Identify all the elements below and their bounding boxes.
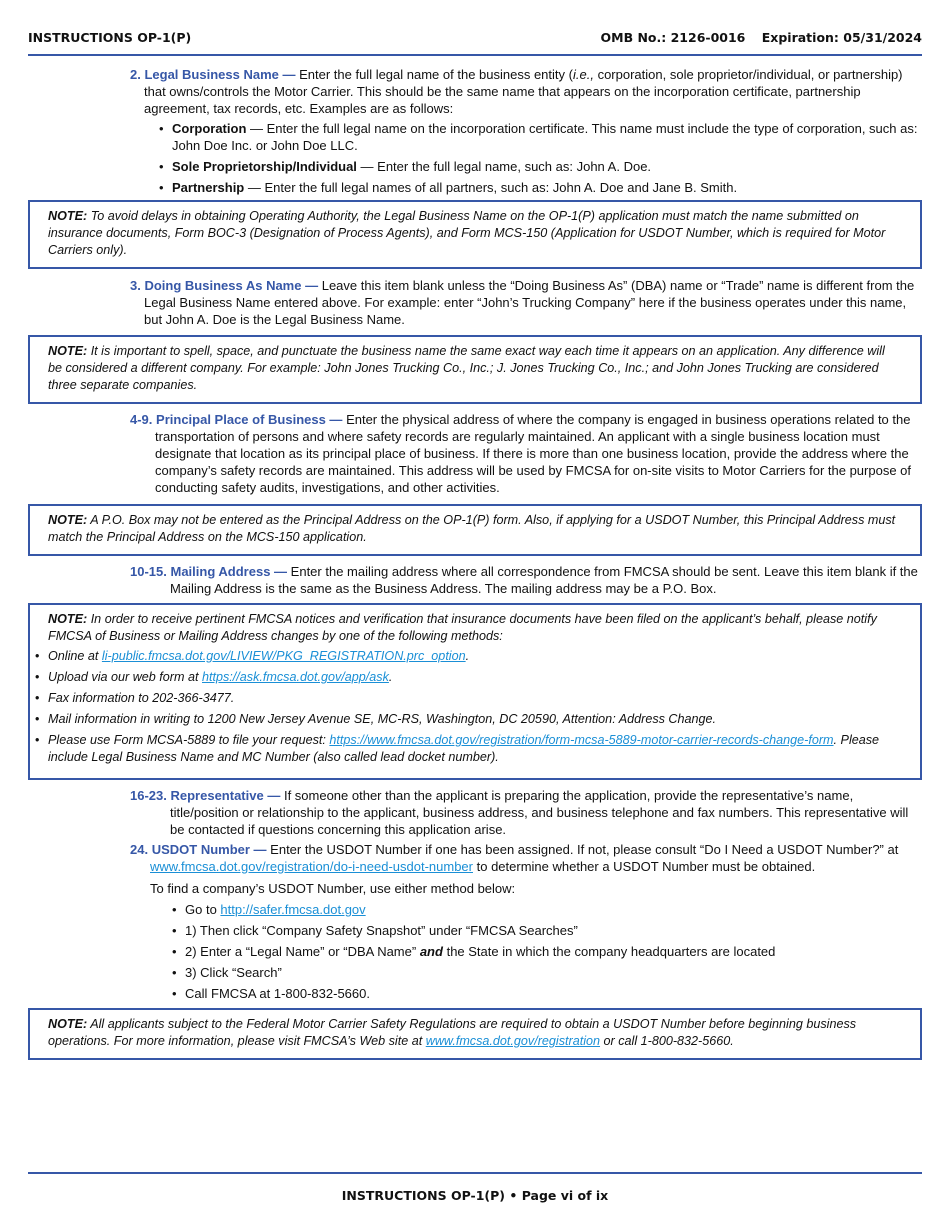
note-text-continued: or call 1-800-832-5660. bbox=[603, 1034, 734, 1048]
usdot-steps bbox=[185, 922, 922, 981]
item-text-continued: to determine whether a USDOT Number must be obtained. bbox=[476, 859, 816, 874]
ie-text: i.e., bbox=[572, 67, 594, 82]
step-item: • 3) Click “Search” bbox=[185, 964, 922, 981]
item-title: Principal Place of Business — bbox=[156, 412, 343, 427]
address-change-methods bbox=[48, 648, 902, 766]
safer-link[interactable]: http://safer.fmcsa.dot.gov bbox=[220, 902, 366, 917]
list-item: • Mail information in writing to 1200 New Jersey Avenue SE, MC-RS, Washington, DC 20590, Attention: Address Change. bbox=[48, 711, 902, 728]
legal-name-examples bbox=[172, 120, 922, 196]
item-number: 4-9. bbox=[130, 412, 153, 427]
item-usdot-number bbox=[130, 841, 922, 1002]
item-number: 3. bbox=[130, 278, 141, 293]
step-item: • 2) Enter a “Legal Name” or “DBA Name” and the State in which the company headquarters are located bbox=[185, 943, 922, 960]
item-legal-business-name bbox=[130, 66, 922, 196]
item-text: Enter the physical address of where the company is engaged in business operations related to the transportation of persons and where safety records are regularly maintained. An applicant with a single business location must designate that location as its principal place of business. If there is more than one business location, provide the address where the company’s safety records are maintained. This address will be used by FMCSA for on-site visits to Motor Carriers for the purpose of conducting safety audits, investigations, and other activities. bbox=[155, 412, 912, 495]
list-item: • Partnership — Enter the full legal names of all partners, such as: John A. Doe and Jane B. Smith. bbox=[172, 179, 922, 196]
list-item: • Go to http://safer.fmcsa.dot.gov • 1) Then click “Company Safety Snapshot” under “FMCSA Searches” • 2) Enter a “Legal Name” or “DBA Name” and the State in which the company headquarters are located • 3) Click “Search” bbox=[185, 901, 922, 981]
list-item: • Upload via our web form at https://ask.fmcsa.dot.gov/app/ask. bbox=[48, 669, 902, 686]
item-text: Enter the USDOT Number if one has been assigned. If not, please consult “Do I Need a USDOT Number?” at bbox=[270, 842, 899, 857]
item-title: Mailing Address — bbox=[170, 564, 288, 579]
footer-rule bbox=[28, 1172, 922, 1174]
item-text: Enter the mailing address where all correspondence from FMCSA should be sent. Leave this item blank if the Mailing Address is the same as the Business Address. The mailing address may be a P.O. Box. bbox=[170, 564, 918, 596]
item-text: Enter the full legal name of the business entity ( bbox=[299, 67, 573, 82]
note-label: NOTE: bbox=[48, 1017, 88, 1031]
fmcsa-registration-link[interactable]: www.fmcsa.dot.gov/registration bbox=[425, 1034, 601, 1048]
note-text: All applicants subject to the Federal Motor Carrier Safety Regulations are required to obtain a USDOT Number before beginning business operations. For more information, please visit FMCSA’s Web site at bbox=[48, 1017, 857, 1048]
note-principal bbox=[28, 504, 922, 556]
note-label: NOTE: bbox=[48, 209, 88, 223]
page-footer: INSTRUCTIONS OP-1(P) • Page vi of ix bbox=[341, 1188, 609, 1203]
header-right bbox=[601, 30, 922, 54]
list-item: • Sole Proprietorship/Individual — Enter the full legal name, such as: John A. Doe. bbox=[172, 158, 922, 175]
item-number: 24. bbox=[130, 842, 149, 857]
item-principal-place bbox=[130, 411, 922, 496]
note-legal-name bbox=[28, 200, 922, 269]
form-mcsa-5889-link[interactable]: https://www.fmcsa.dot.gov/registration/form-mcsa-5889-motor-carrier-records-change-form bbox=[329, 733, 834, 747]
note-label: NOTE: bbox=[48, 513, 88, 527]
list-item: • Corporation — Enter the full legal name on the incorporation certificate. This name must include the type of corporation, such as: John Doe Inc. or John Doe LLC. bbox=[172, 120, 922, 154]
item-mailing-address bbox=[130, 563, 922, 597]
item-text: If someone other than the applicant is preparing the application, provide the representative’s name, title/position or relationship to the applicant, business address, and business telephone and fax numbers. This representative will be contacted if questions concerning this application arise. bbox=[170, 788, 909, 837]
omb-number: OMB No.: 2126-0016 bbox=[600, 30, 746, 45]
item-title: Doing Business As Name — bbox=[144, 278, 319, 293]
item-representative bbox=[130, 787, 922, 838]
note-mailing bbox=[28, 603, 922, 780]
list-item: • Please use Form MCSA-5889 to file your request: https://www.fmcsa.dot.gov/registration/form-mcsa-5889-motor-carrier-records-change-form. Please include Legal Business Name and MC Number (also called lead docket number). bbox=[48, 732, 902, 766]
item-text-continued: corporation, sole proprietor/individual, or partnership) that owns/controls the Motor Carrier. This should be the same name that appears on the incorporation certificate, partnership agreement, tax records, etc. Examples are as follows: bbox=[144, 67, 903, 116]
web-form-link[interactable]: https://ask.fmcsa.dot.gov/app/ask bbox=[202, 670, 389, 684]
note-label: NOTE: bbox=[48, 344, 88, 358]
usdot-needed-link[interactable]: www.fmcsa.dot.gov/registration/do-i-need-usdot-number bbox=[150, 859, 473, 874]
form-id: INSTRUCTIONS OP-1(P) bbox=[28, 30, 192, 45]
note-text: To avoid delays in obtaining Operating Authority, the Legal Business Name on the OP-1(P) application must match the name submitted on insurance documents, Form BOC-3 (Designation of Process Agents), and Form MCS-150 (Application for USDOT Number, which is required for Motor Carriers only). bbox=[48, 209, 886, 257]
note-label: NOTE: bbox=[48, 612, 88, 626]
page-header bbox=[28, 30, 922, 54]
note-usdot bbox=[28, 1008, 922, 1060]
list-item: • Online at li-public.fmcsa.dot.gov/LIVIEW/PKG_REGISTRATION.prc_option. bbox=[48, 648, 902, 665]
note-text: In order to receive pertinent FMCSA notices and verification that insurance documents have been filed on the applicant’s behalf, please notify FMCSA of Business or Mailing Address changes by one of the following methods: bbox=[48, 612, 877, 643]
find-usdot-intro: To find a company’s USDOT Number, use either method below: bbox=[150, 881, 516, 896]
note-text: It is important to spell, space, and punctuate the business name the same exact way each time it appears on an application. Any difference will be considered a different company. For example: John Jones Trucking Co., Inc.; J. Jones Trucking Co., Inc.; and John Jones Trucking are considered three separate companies. bbox=[48, 344, 885, 392]
header-rule bbox=[28, 54, 922, 56]
list-item: • Call FMCSA at 1-800-832-5660. bbox=[185, 985, 922, 1002]
note-dba bbox=[28, 335, 922, 404]
step-item: • 1) Then click “Company Safety Snapshot” under “FMCSA Searches” bbox=[185, 922, 922, 939]
expiration-date: Expiration: 05/31/2024 bbox=[761, 30, 922, 45]
item-doing-business-as bbox=[130, 277, 922, 328]
online-registration-link[interactable]: li-public.fmcsa.dot.gov/LIVIEW/PKG_REGISTRATION.prc_option bbox=[101, 649, 466, 663]
list-item: • Fax information to 202-366-3477. bbox=[48, 690, 902, 707]
usdot-methods bbox=[185, 901, 922, 1002]
item-number: 10-15. bbox=[130, 564, 167, 579]
item-number: 2. bbox=[130, 67, 141, 82]
item-title: USDOT Number — bbox=[151, 842, 267, 857]
note-text: A P.O. Box may not be entered as the Principal Address on the OP-1(P) form. Also, if applying for a USDOT Number, this Principal Address must match the Principal Address on the MCS-150 application. bbox=[48, 513, 896, 544]
item-number: 16-23. bbox=[130, 788, 167, 803]
item-title: Representative — bbox=[170, 788, 281, 803]
item-title: Legal Business Name — bbox=[144, 67, 296, 82]
item-text: Leave this item blank unless the “Doing Business As” (DBA) name or “Trade” name is different from the Legal Business Name entered above. For example: enter “John’s Trucking Company” here if the business operates under this name, but John A. Doe is the Legal Business Name. bbox=[144, 278, 915, 327]
instructions-content bbox=[28, 66, 922, 1060]
